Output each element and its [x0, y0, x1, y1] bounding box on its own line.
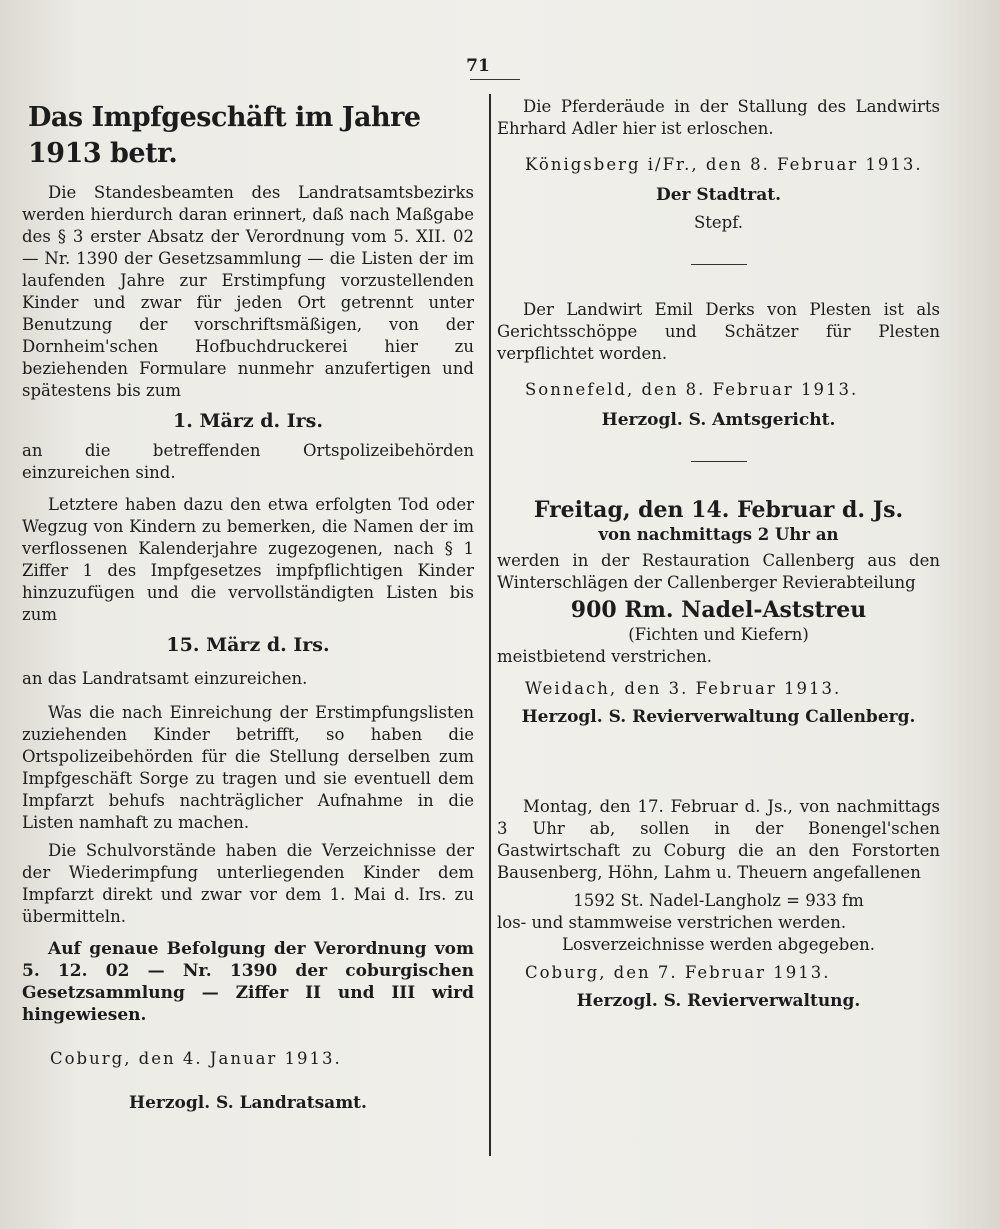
separator-2 [691, 461, 747, 462]
notice-4-text: Montag, den 17. Februar d. Js., von nachmittags 3 Uhr ab, sollen in der Bonengel'schen Gastwirtschaft zu Coburg die an den Forstorten Bausenberg, Höhn, Lahm u. Theuern angefallenen [497, 797, 940, 882]
paragraph-1: Die Standesbeamten des Landratsamtsbezirks werden hierdurch daran erinnert, daß nach Maßgabe des § 3 erster Absatz der Verordnung vom 5. XII. 02 — Nr. 1390 der Gesetzsammlung — die Listen der im laufenden Jahre zur Erstimpfung vorzustellenden Kinder und zwar für jeden Ort getrennt unter Benutzung der vorschriftsmäßigen, von der Dornheim'schen Hofbuchdruckerei hier zu beziehenden Formulare nunmehr anzufertigen und spätestens bis zum [22, 183, 474, 400]
deadline-2: 15. März d. Irs. [166, 634, 330, 656]
page-number: 71 [466, 56, 490, 76]
left-column [22, 96, 474, 1120]
right-column [497, 96, 940, 1018]
separator-1 [691, 264, 747, 265]
notice-2-signature: Herzogl. S. Amtsgericht. [601, 410, 836, 430]
left-signature: Herzogl. S. Landratsamt. [129, 1093, 367, 1113]
notice-3-text-2: meistbietend verstrichen. [497, 647, 712, 666]
notice-3-item: 900 Rm. Nadel-Aststreu [570, 597, 867, 623]
notice-4-text-2: los- und stammweise verstrichen werden. [497, 913, 847, 932]
notice-2-text: Der Landwirt Emil Derks von Plesten ist als Gerichtsschöppe und Schätzer für Plesten verpflichtet worden. [497, 300, 940, 363]
paragraph-2b: an das Landratsamt einzureichen. [22, 669, 308, 688]
article-headline: Das Impfgeschäft im Jahre 1913 betr. [28, 102, 421, 169]
paragraph-1b: an die betreffenden Ortspolizeibehörden einzureichen sind. [22, 441, 474, 482]
notice-1-text: Die Pferderäude in der Stallung des Landwirts Ehrhard Adler hier ist erloschen. [497, 97, 940, 138]
notice-3-date: Freitag, den 14. Februar d. Js. [533, 497, 904, 523]
notice-4-place-date: Coburg, den 7. Februar 1913. [525, 963, 831, 982]
spacer [497, 734, 940, 796]
notice-4-item: 1592 St. Nadel-Langholz = 933 fm [573, 891, 864, 910]
notice-1-signature: Der Stadtrat. [655, 185, 782, 205]
notice-3-time: von nachmittags 2 Uhr an [598, 525, 839, 544]
paragraph-2: Letztere haben dazu den etwa erfolgten Tod oder Wegzug von Kindern zu bemerken, die Namen der im verflossenen Kalenderjahre zugezogenen, nach § 1 Ziffer 1 des Impfgesetzes impfpflichtigen Kinder hinzuzufügen und die vervollständigten Listen bis zum [22, 495, 474, 624]
page-number-rule [470, 79, 520, 80]
paragraph-4: Die Schulvorstände haben die Verzeichnisse der der Wiederimpfung unterliegenden Kinder dem Impfarzt direkt und zwar vor dem 1. Mai d. Irs. zu übermitteln. [22, 841, 474, 926]
notice-3-signature: Herzogl. S. Revierverwaltung Callenberg. [521, 707, 916, 727]
column-divider [489, 94, 491, 1156]
notice-4-signature: Herzogl. S. Revierverwaltung. [576, 991, 861, 1011]
paragraph-5: Auf genaue Befolgung der Verordnung vom 5. 12. 02 — Nr. 1390 der coburgischen Gesetzsammlung — Ziffer II und III wird hingewiesen. [22, 939, 474, 1025]
notice-3-item-sub: (Fichten und Kiefern) [628, 625, 809, 644]
notice-1-place-date: Königsberg i/Fr., den 8. Februar 1913. [525, 155, 923, 174]
paragraph-3: Was die nach Einreichung der Erstimpfungslisten zuziehenden Kinder betrifft, so haben die Ortspolizeibehörden für die Stellung derselben zum Impfgeschäft Sorge zu tragen und sie eventuell dem Impfarzt behufs nachträglicher Aufnahme in die Listen namhaft zu machen. [22, 703, 474, 832]
deadline-1: 1. März d. Irs. [173, 410, 323, 432]
left-place-date: Coburg, den 4. Januar 1913. [50, 1049, 342, 1068]
notice-4-text-3: Losverzeichnisse werden abgegeben. [561, 935, 875, 954]
notice-3-place-date: Weidach, den 3. Februar 1913. [525, 679, 842, 698]
notice-2-place-date: Sonnefeld, den 8. Februar 1913. [525, 380, 859, 399]
notice-1-name: Stepf. [693, 213, 744, 232]
notice-3-text: werden in der Restauration Callenberg aus den Winterschlägen der Callenberger Revierabteilung [497, 551, 940, 592]
